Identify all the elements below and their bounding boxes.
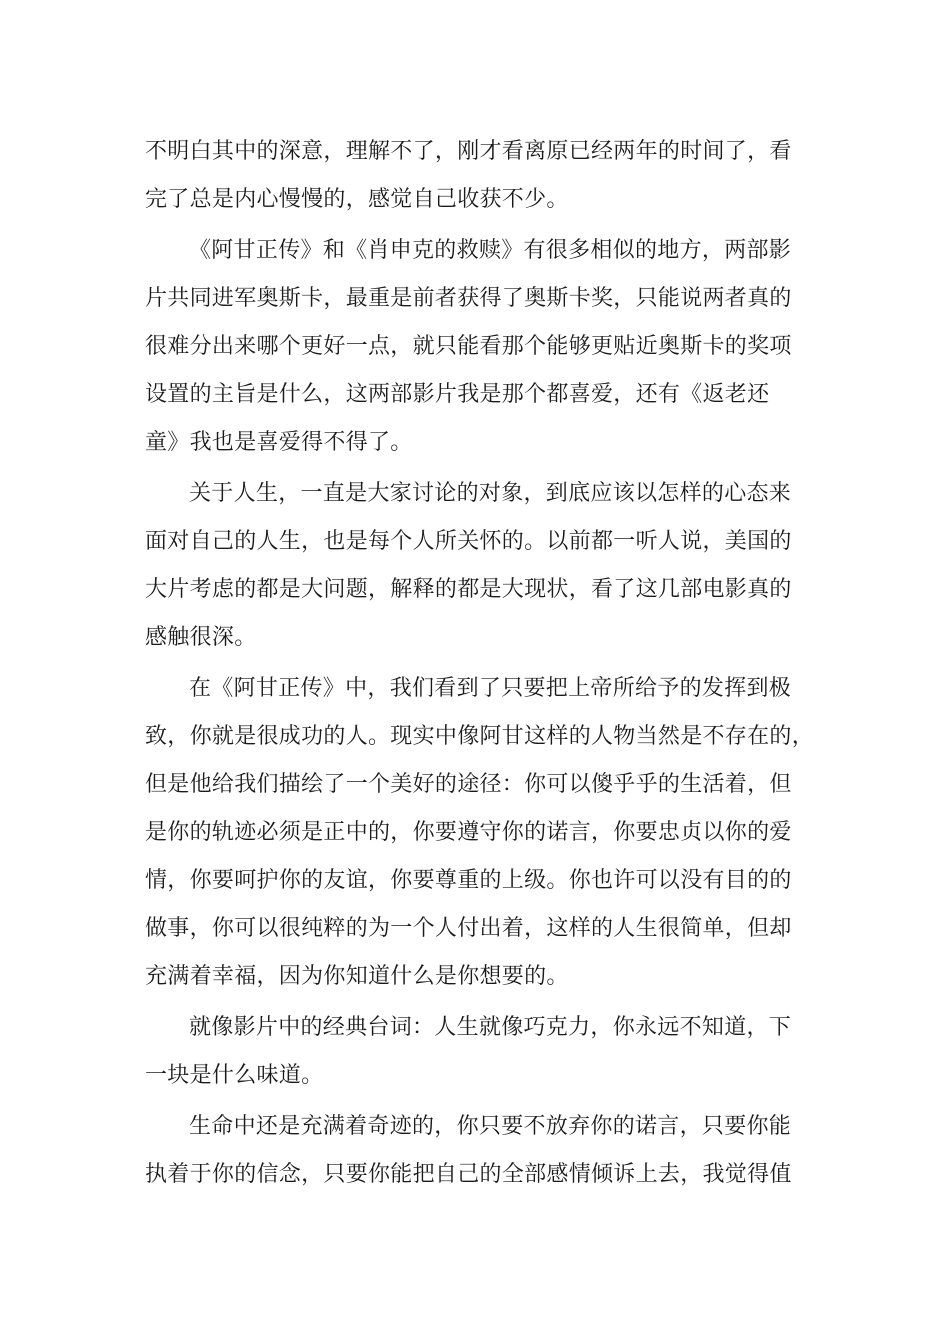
paragraph-first-line: 《阿甘正传》和《肖申克的救赎》有很多相似的地方，两部影 bbox=[189, 238, 792, 263]
paragraph-first-line: 生命中还是充满着奇迹的，你只要不放弃你的诺言，只要你能 bbox=[189, 1114, 792, 1139]
text-line: 做事，你可以很纯粹的为一个人付出着，这样的人生很简单，但却 bbox=[145, 916, 792, 941]
text-line: 是你的轨迹必须是正中的，你要遵守你的诺言，你要忠贞以你的爱 bbox=[145, 820, 792, 845]
text-line: 面对自己的人生，也是每个人所关怀的。以前都一听人说，美国的 bbox=[145, 529, 792, 554]
text-line: 致，你就是很成功的人。现实中像阿甘这样的人物当然是不存在的， bbox=[145, 724, 815, 749]
text-line: 不明白其中的深意，理解不了，刚才看离原已经两年的时间了，看 bbox=[145, 139, 792, 164]
text-line: 执着于你的信念，只要你能把自己的全部感情倾诉上去，我觉得值 bbox=[145, 1162, 792, 1187]
text-line: 一块是什么味道。 bbox=[145, 1063, 324, 1088]
text-line: 大片考虑的都是大问题，解释的都是大现状，看了这几部电影真的 bbox=[145, 577, 792, 602]
document-body bbox=[145, 128, 815, 1199]
text-line: 很难分出来哪个更好一点，就只能看那个能够更贴近奥斯卡的奖项 bbox=[145, 334, 792, 359]
paragraph-first-line: 就像影片中的经典台词：人生就像巧克力，你永远不知道，下 bbox=[189, 1015, 792, 1040]
text-line: 情，你要呵护你的友谊，你要尊重的上级。你也许可以没有目的的 bbox=[145, 868, 792, 893]
text-line: 完了总是内心慢慢的，感觉自己收获不少。 bbox=[145, 187, 569, 212]
text-line: 设置的主旨是什么，这两部影片我是那个都喜爱，还有《返老还 bbox=[145, 382, 770, 407]
text-line: 片共同进军奥斯卡，最重是前者获得了奥斯卡奖，只能说两者真的 bbox=[145, 286, 792, 311]
text-line: 感触很深。 bbox=[145, 625, 257, 650]
text-line: 但是他给我们描绘了一个美好的途径：你可以傻乎乎的生活着，但 bbox=[145, 772, 792, 797]
paragraph-first-line: 关于人生，一直是大家讨论的对象，到底应该以怎样的心态来 bbox=[189, 481, 792, 506]
paragraph-first-line: 在《阿甘正传》中，我们看到了只要把上帝所给予的发挥到极 bbox=[189, 676, 792, 701]
text-line: 童》我也是喜爱得不得了。 bbox=[145, 430, 413, 455]
text-line: 充满着幸福，因为你知道什么是你想要的。 bbox=[145, 964, 569, 989]
